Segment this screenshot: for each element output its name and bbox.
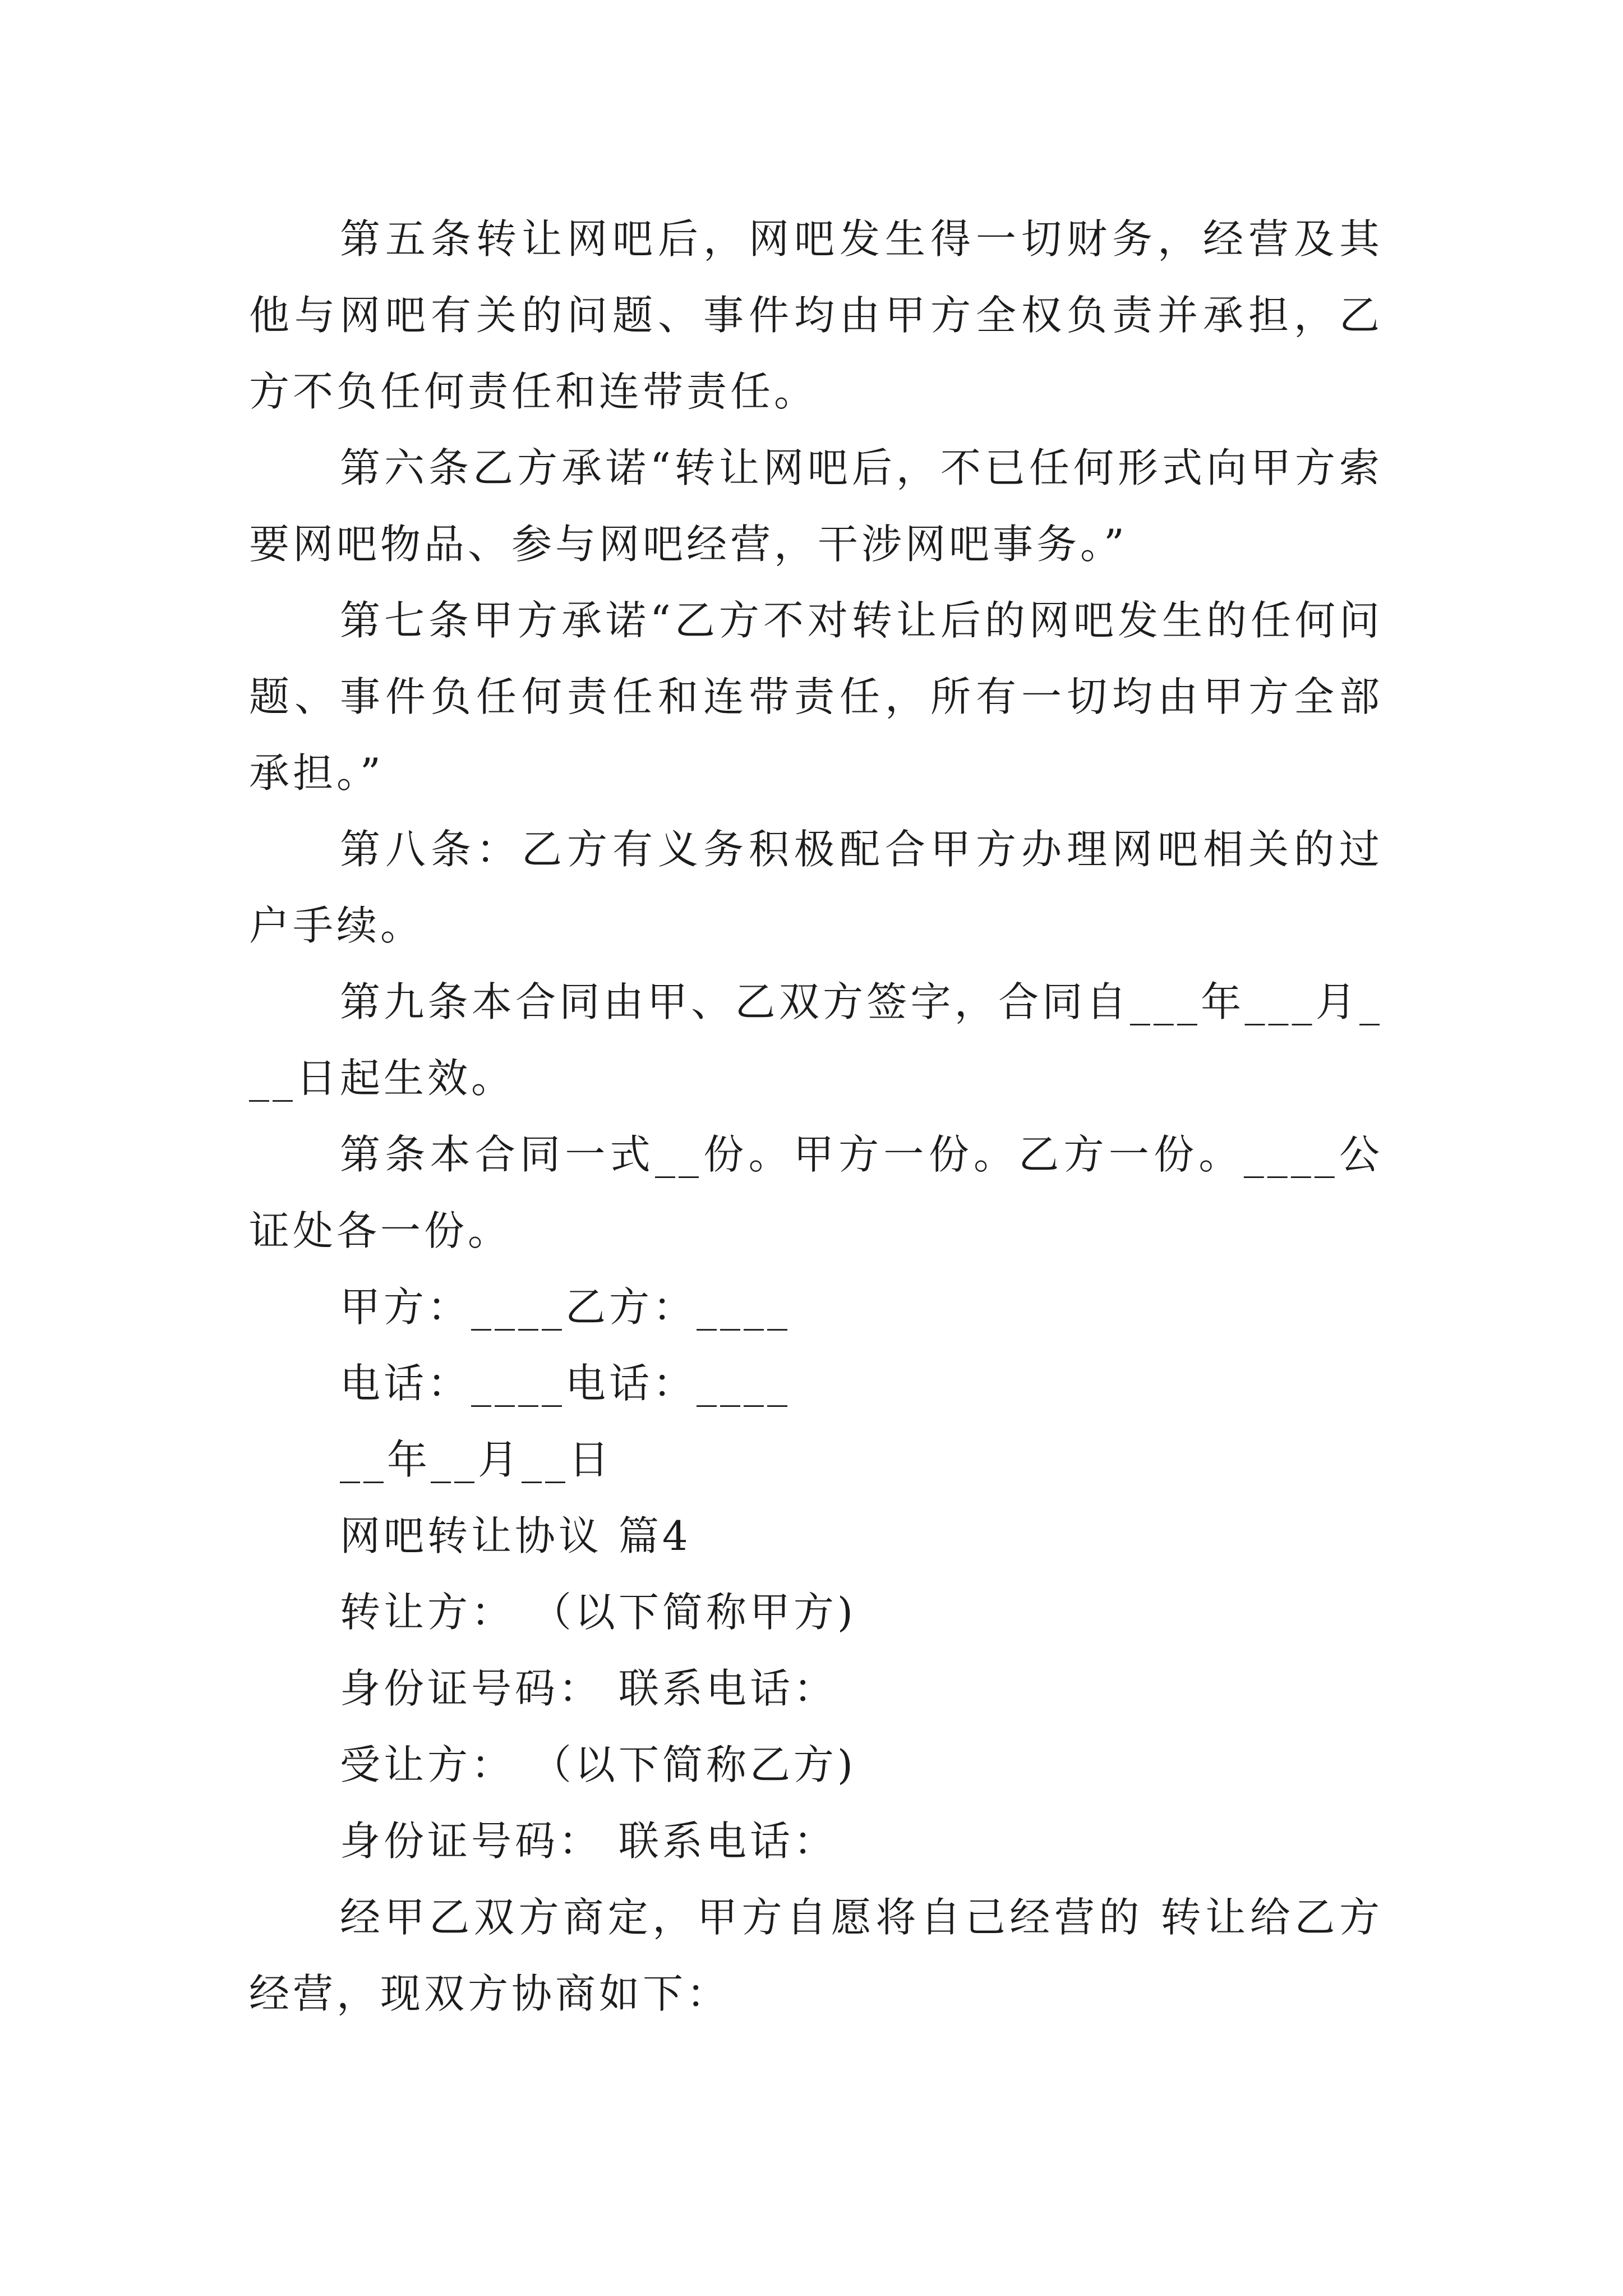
article-8: 第八条：乙方有义务积极配合甲方办理网吧相关的过户手续。 [249,826,1383,949]
signature-parties: 甲方：____乙方：____ [340,1283,791,1331]
article-6: 第六条乙方承诺“转让网吧后，不已任何形式向甲方索要网吧物品、参与网吧经营，干涉网吧事务。” [249,444,1383,568]
article-5: 第五条转让网吧后，网吧发生得一切财务，经营及其他与网吧有关的问题、事件均由甲方全权负责并承担，乙方不负任何责任和连带责任。 [249,215,1383,415]
article-7: 第七条甲方承诺“乙方不对转让后的网吧发生的任何问题、事件负任何责任和连带责任，所有一切均由甲方全部承担。” [249,597,1383,797]
signature-date: __年__月__日 [340,1436,613,1483]
transferor-id-line: 身份证号码： 联系电话： [340,1665,837,1712]
article-9: 第九条本合同由甲、乙双方签字，合同自___年___月___日起生效。 [249,978,1383,1102]
transferor-line: 转让方： （以下简称甲方) [340,1589,856,1636]
section-intro: 经甲乙双方商定，甲方自愿将自己经营的 转让给乙方经营，现双方协商如下： [249,1894,1383,2017]
article-10: 第条本合同一式__份。甲方一份。乙方一份。____公证处各一份。 [249,1131,1383,1254]
signature-phones: 电话：____电话：____ [340,1360,791,1407]
transferee-line: 受让方： （以下简称乙方) [340,1741,856,1788]
transferee-id-line: 身份证号码： 联系电话： [340,1818,837,1865]
document-body [249,201,1383,2032]
section-title: 网吧转让协议 篇4 [340,1512,691,1559]
